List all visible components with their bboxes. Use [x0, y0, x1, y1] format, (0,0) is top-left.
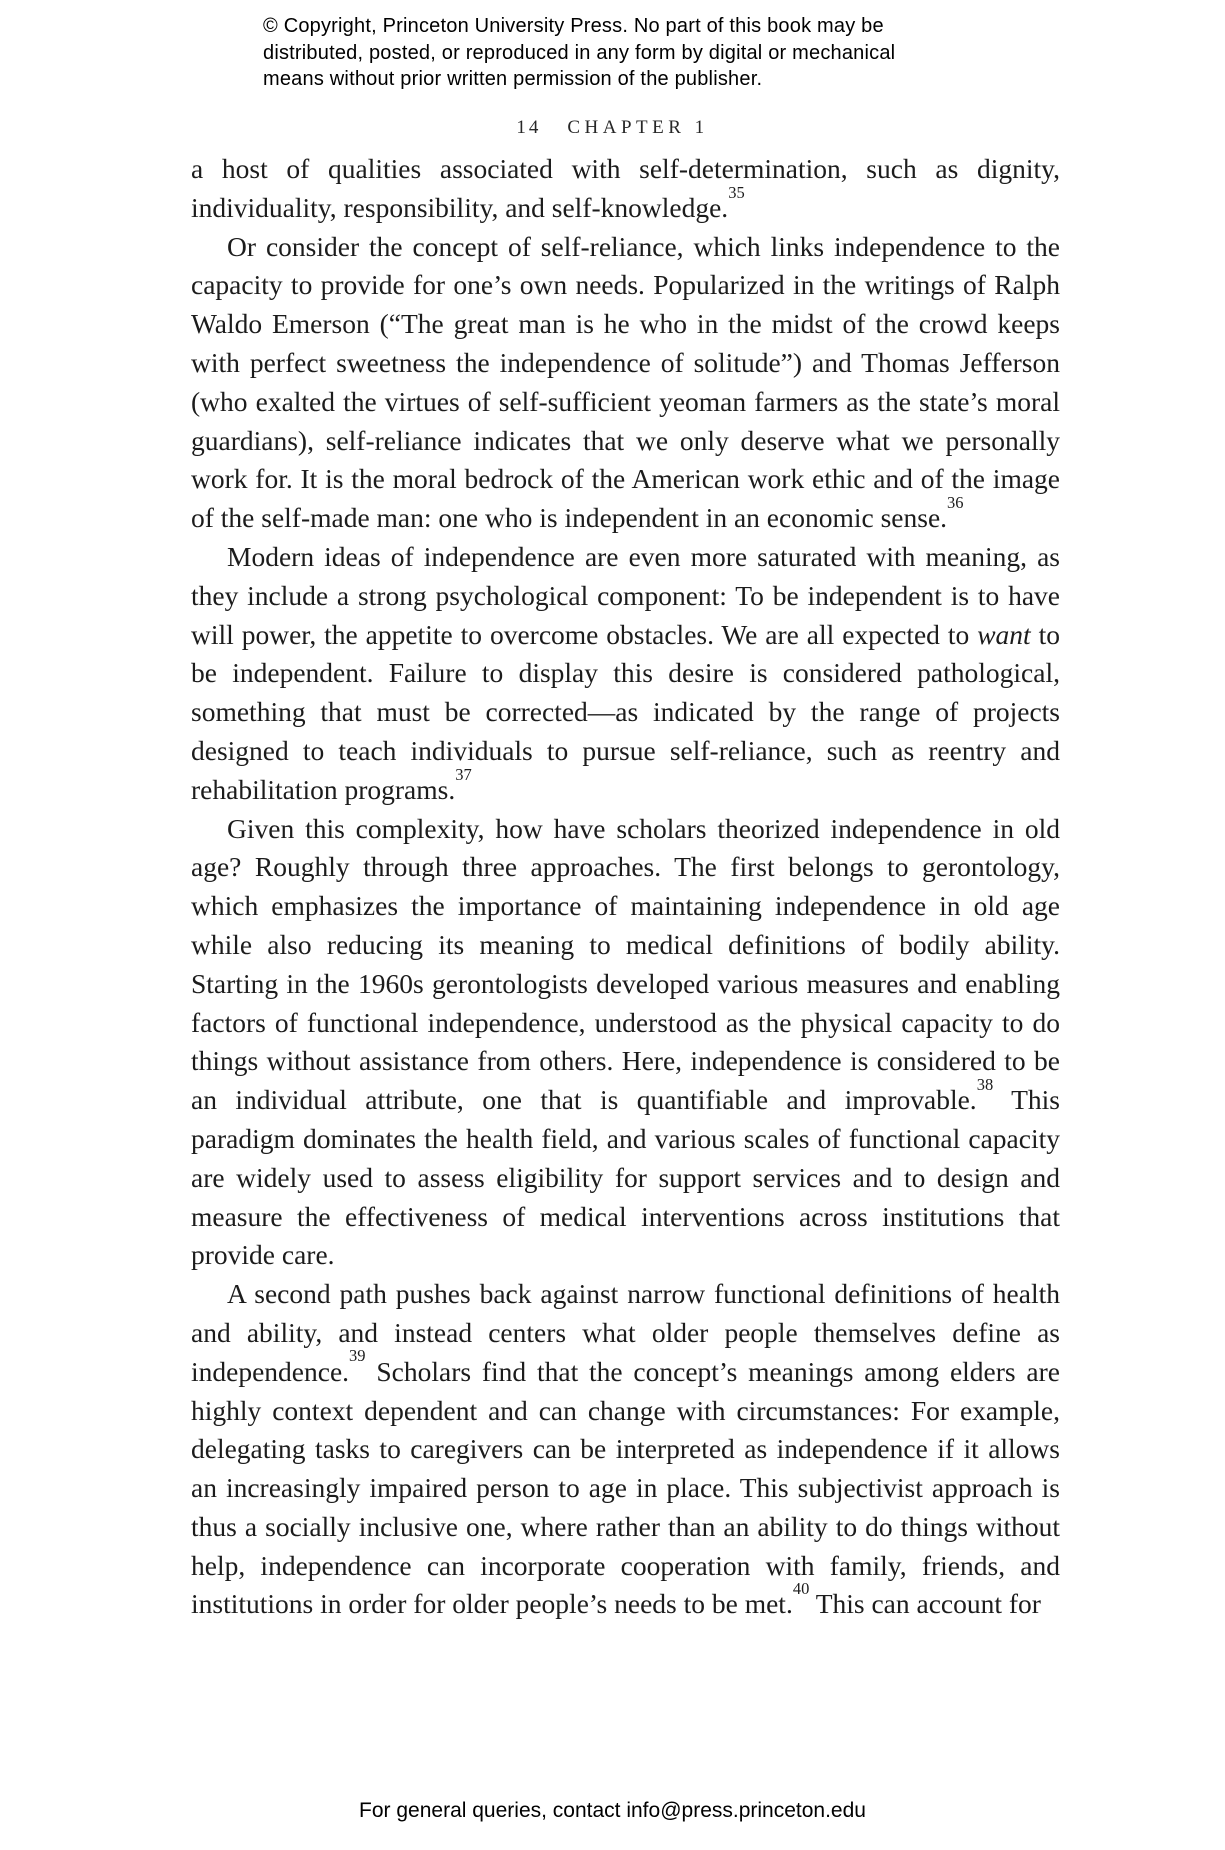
footnote-ref-39: 39 — [349, 1346, 366, 1366]
footnote-ref-40: 40 — [792, 1579, 810, 1599]
paragraph-text: to be independent. Failure to display this desire is considered pathological, something that must be corrected—as indicated by the range of projects designed to teach individuals to pursue self-reliance, such as reentry and rehabilitation programs. — [191, 618, 1060, 805]
footnote-ref-38: 38 — [976, 1074, 994, 1094]
paragraph-5 — [191, 1275, 1060, 1624]
paragraph-4 — [191, 810, 1060, 1276]
copyright-line-3: means without prior written permission of the publisher. — [263, 68, 763, 90]
emphasized-word: want — [977, 618, 1031, 650]
paragraph-1 — [191, 150, 1060, 228]
page-footer — [0, 1799, 1225, 1823]
paragraph-3 — [191, 538, 1060, 810]
footnote-ref-36: 36 — [947, 492, 964, 512]
paragraph-text: This can account for — [809, 1588, 1041, 1620]
copyright-notice — [263, 13, 895, 93]
footnote-ref-35: 35 — [728, 182, 745, 202]
body-text — [191, 150, 1060, 1624]
footer-text: For general queries, contact info@press.princeton.edu — [359, 1799, 866, 1822]
paragraph-text: Or consider the concept of self-reliance, which links independence to the capacity to provide for one’s own needs. Popularized in the writings of Ralph Waldo Emerson (“The great man is he who in the midst of the crowd keeps with perfect sweetness the independence of solitude”) and Thomas Jefferson (who exalted the virtues of self-sufficient yeoman farmers as the state’s moral guardians), self-reliance indicates that we only deserve what we personally work for. It is the moral bedrock of the American work ethic and of the image of the self-made man: one who is independent in an economic sense. — [191, 230, 1060, 534]
page-number: 14 — [516, 117, 542, 138]
running-head — [0, 117, 1225, 139]
paragraph-text: Given this complexity, how have scholars theorized independence in old age? Roughly through three approaches. The first belongs to gerontology, which emphasizes the importance of maintaining independence in old age while also reducing its meaning to medical definitions of bodily ability. Starting in the 1960s gerontologists developed various measures and enabling factors of functional independence, understood as the physical capacity to do things without assistance from others. Here, independence is considered to be an individual attribute, one that is quantifiable and improvable. — [191, 812, 1060, 1116]
paragraph-text: a host of qualities associated with self-determination, such as dignity, individuality, responsibility, and self-knowledge. — [191, 153, 1060, 223]
paragraph-2 — [191, 228, 1060, 538]
chapter-label: CHAPTER 1 — [567, 117, 709, 138]
footnote-ref-37: 37 — [455, 764, 472, 784]
paragraph-text: Modern ideas of independence are even more saturated with meaning, as they include a strong psychological component: To be independent is to have will power, the appetite to overcome obstacles. We are all expected to — [191, 540, 1060, 650]
copyright-line-1: © Copyright, Princeton University Press. No part of this book may be — [263, 15, 884, 37]
paragraph-text: A second path pushes back against narrow functional definitions of health and ability, and instead centers what older people themselves define as independence. — [191, 1278, 1060, 1387]
paragraph-text: This paradigm dominates the health field, and various scales of functional capacity are widely used to assess eligibility for support services and to design and measure the effectiveness of medical interventions across institutions that provide care. — [191, 1084, 1060, 1271]
copyright-line-2: distributed, posted, or reproduced in any form by digital or mechanical — [263, 41, 896, 64]
paragraph-text: Scholars find that the concept’s meanings among elders are highly context dependent and can change with circumstances: For example, delegating tasks to caregivers can be interpreted as independence if it allows an increasingly impaired person to age in place. This subjectivist approach is thus a socially inclusive one, where rather than an ability to do things without help, independence can incorporate cooperation with family, friends, and institutions in order for older people’s needs to be met. — [191, 1355, 1060, 1620]
